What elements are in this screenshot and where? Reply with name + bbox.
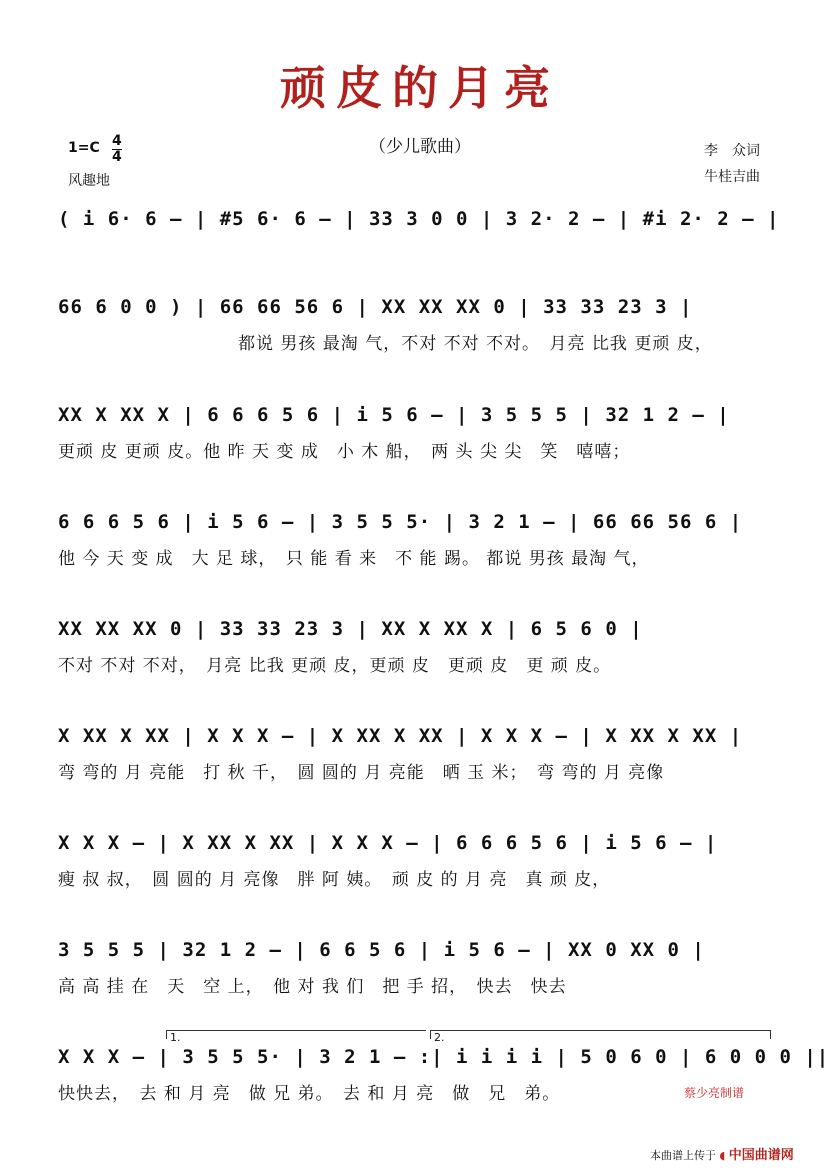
lyrics: 不对 不对 不对， 月亮 比我 更顽 皮，更顽 皮 更顽 皮 更 顽 皮。 xyxy=(58,656,612,676)
lyrics: 瘦 叔 叔， 圆 圆的 月 亮像 胖 阿 姨。 顽 皮 的 月 亮 真 顽 皮， xyxy=(58,870,611,890)
notation: XX XX XX 0 | 33 33 23 3 | XX X XX X | 6 5 6 0 | xyxy=(58,618,643,640)
notation: 3 5 5 5 | 32 1 2 — | 6 6 5 6 | i 5 6 — | XX 0 XX 0 | xyxy=(58,939,705,961)
tempo-marking: 风趣地 xyxy=(68,173,110,189)
lyrics: 更顽 皮 更顽 皮。他 昨 天 变 成 小 木 船， 两 头 尖 尖 笑 嘻嘻； xyxy=(58,442,631,462)
score-line-5 xyxy=(58,618,782,698)
first-ending-bracket: 1. xyxy=(166,1030,426,1039)
score-line-8 xyxy=(58,939,782,1019)
meter-bottom: 4 xyxy=(112,149,122,165)
time-signature xyxy=(112,134,122,165)
score-line-6 xyxy=(58,725,782,805)
meter-top: 4 xyxy=(112,133,122,149)
footer-text: 本曲谱上传于 xyxy=(650,1149,716,1162)
notation: X X X — | X XX X XX | X X X — | 6 6 6 5 6 | i 5 6 — | xyxy=(58,832,718,854)
notation: 6 6 6 5 6 | i 5 6 — | 3 5 5 5· | 3 2 1 — | 66 66 56 6 | xyxy=(58,511,743,533)
lyrics: 高 高 挂 在 天 空 上， 他 对 我 们 把 手 招， 快去 快去 xyxy=(58,977,567,997)
key-signature: 1=C xyxy=(68,140,100,156)
score-line-2 xyxy=(58,296,782,376)
score-line-1 xyxy=(58,208,782,288)
lyrics: 弯 弯的 月 亮能 打 秋 千， 圆 圆的 月 亮能 晒 玉 米； 弯 弯的 月 亮像 xyxy=(58,763,665,783)
score-line-9 xyxy=(58,1046,830,1126)
notation: XX X XX X | 6 6 6 5 6 | i 5 6 — | 3 5 5 5 | 32 1 2 — | xyxy=(58,404,730,426)
transcriber-credit: 蔡少亮制谱 xyxy=(684,1086,745,1100)
lyrics: 他 今 天 变 成 大 足 球， 只 能 看 来 不 能 踢。 都说 男孩 最淘 气， xyxy=(58,549,650,569)
score-line-3 xyxy=(58,404,782,484)
notation: X XX X XX | X X X — | X XX X XX | X X X — | X XX X XX | xyxy=(58,725,743,747)
lyrics: 都说 男孩 最淘 气，不对 不对 不对。 月亮 比我 更顽 皮， xyxy=(58,334,713,354)
footer xyxy=(650,1144,794,1163)
notation: ( i 6· 6 — | #5 6· 6 — | 33 3 0 0 | 3 2· 2 — | #i 2· 2 — | xyxy=(58,208,780,230)
notation: X X X — | 3 5 5 5· | 3 2 1 — :| i i i i | 5 0 6 0 | 6 0 0 0 || xyxy=(58,1046,830,1068)
score-line-7 xyxy=(58,832,782,912)
site-name: 中国曲谱网 xyxy=(728,1148,794,1163)
song-subtitle: （少儿歌曲） xyxy=(369,137,471,157)
second-ending-bracket: 2. xyxy=(430,1030,771,1039)
score-line-4 xyxy=(58,511,782,591)
notation: 66 6 0 0 ) | 66 66 56 6 | XX XX XX 0 | 33 33 23 3 | xyxy=(58,296,693,318)
composer-credit: 牛桂吉曲 xyxy=(704,169,760,185)
site-logo-icon: ◖ xyxy=(719,1149,726,1162)
lyricist-credit: 李 众词 xyxy=(704,143,760,159)
song-title: 顽皮的月亮 xyxy=(280,61,560,115)
lyrics: 快快去， 去 和 月 亮 做 兄 弟。 去 和 月 亮 做 兄 弟。 xyxy=(58,1084,561,1104)
